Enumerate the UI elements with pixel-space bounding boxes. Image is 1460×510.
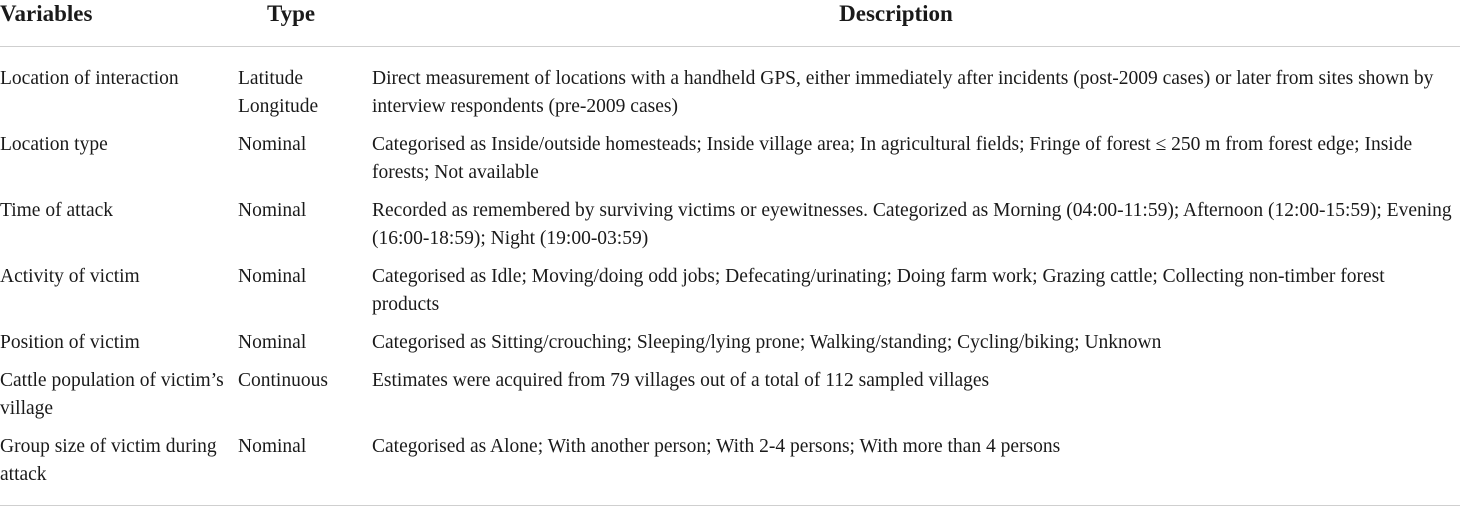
table-row bbox=[0, 329, 1460, 367]
cell-type-line: Latitude bbox=[238, 68, 303, 89]
cell-type: Nominal bbox=[238, 332, 307, 353]
cell-description: Recorded as remembered by surviving victims or eyewitnesses. Categorized as Morning (04:00-11:59); Afternoon (12:00-15:59); Evening (16:00-18:59); Night (19:00-03:59) bbox=[372, 200, 1452, 249]
cell-description: Categorised as Sitting/crouching; Sleeping/lying prone; Walking/standing; Cycling/biking; Unknown bbox=[372, 332, 1162, 353]
cell-type: Nominal bbox=[238, 200, 307, 221]
cell-description: Categorised as Inside/outside homesteads; Inside village area; In agricultural fields; Fringe of forest ≤ 250 m from forest edge; Inside forests; Not available bbox=[372, 134, 1413, 183]
header-type: Type bbox=[237, 0, 372, 47]
cell-variable: Position of victim bbox=[0, 332, 140, 353]
cell-variable: Activity of victim bbox=[0, 266, 140, 287]
cell-description: Direct measurement of locations with a handheld GPS, either immediately after incidents (post-2009 cases) or later from sites shown by interview respondents (pre-2009 cases) bbox=[372, 68, 1434, 117]
cell-type: Nominal bbox=[238, 266, 307, 287]
table-row bbox=[0, 197, 1460, 263]
table-row bbox=[0, 131, 1460, 197]
header-row bbox=[0, 0, 1460, 47]
cell-variable: Location of interaction bbox=[0, 68, 179, 89]
table-row bbox=[0, 47, 1460, 132]
cell-description: Estimates were acquired from 79 villages out of a total of 112 sampled villages bbox=[372, 370, 990, 391]
table-bottom-rule bbox=[0, 505, 1460, 506]
table-header bbox=[0, 0, 1460, 47]
cell-variable: Time of attack bbox=[0, 200, 114, 221]
header-variables: Variables bbox=[0, 0, 237, 47]
cell-variable: Group size of victim during attack bbox=[0, 436, 217, 485]
table-row bbox=[0, 367, 1460, 433]
table-row bbox=[0, 433, 1460, 509]
cell-type-line: Longitude bbox=[238, 96, 319, 117]
table-body bbox=[0, 47, 1460, 510]
cell-variable: Location type bbox=[0, 134, 108, 155]
cell-variable: Cattle population of victim’s village bbox=[0, 370, 224, 419]
cell-description: Categorised as Alone; With another person; With 2-4 persons; With more than 4 persons bbox=[372, 436, 1061, 457]
header-description: Description bbox=[372, 0, 1460, 47]
cell-description: Categorised as Idle; Moving/doing odd jobs; Defecating/urinating; Doing farm work; Grazing cattle; Collecting non-timber forest products bbox=[372, 266, 1385, 315]
cell-type: Nominal bbox=[238, 436, 307, 457]
table-row bbox=[0, 263, 1460, 329]
cell-type: Continuous bbox=[238, 370, 328, 391]
cell-type: Nominal bbox=[238, 134, 307, 155]
cell-type bbox=[237, 47, 372, 132]
